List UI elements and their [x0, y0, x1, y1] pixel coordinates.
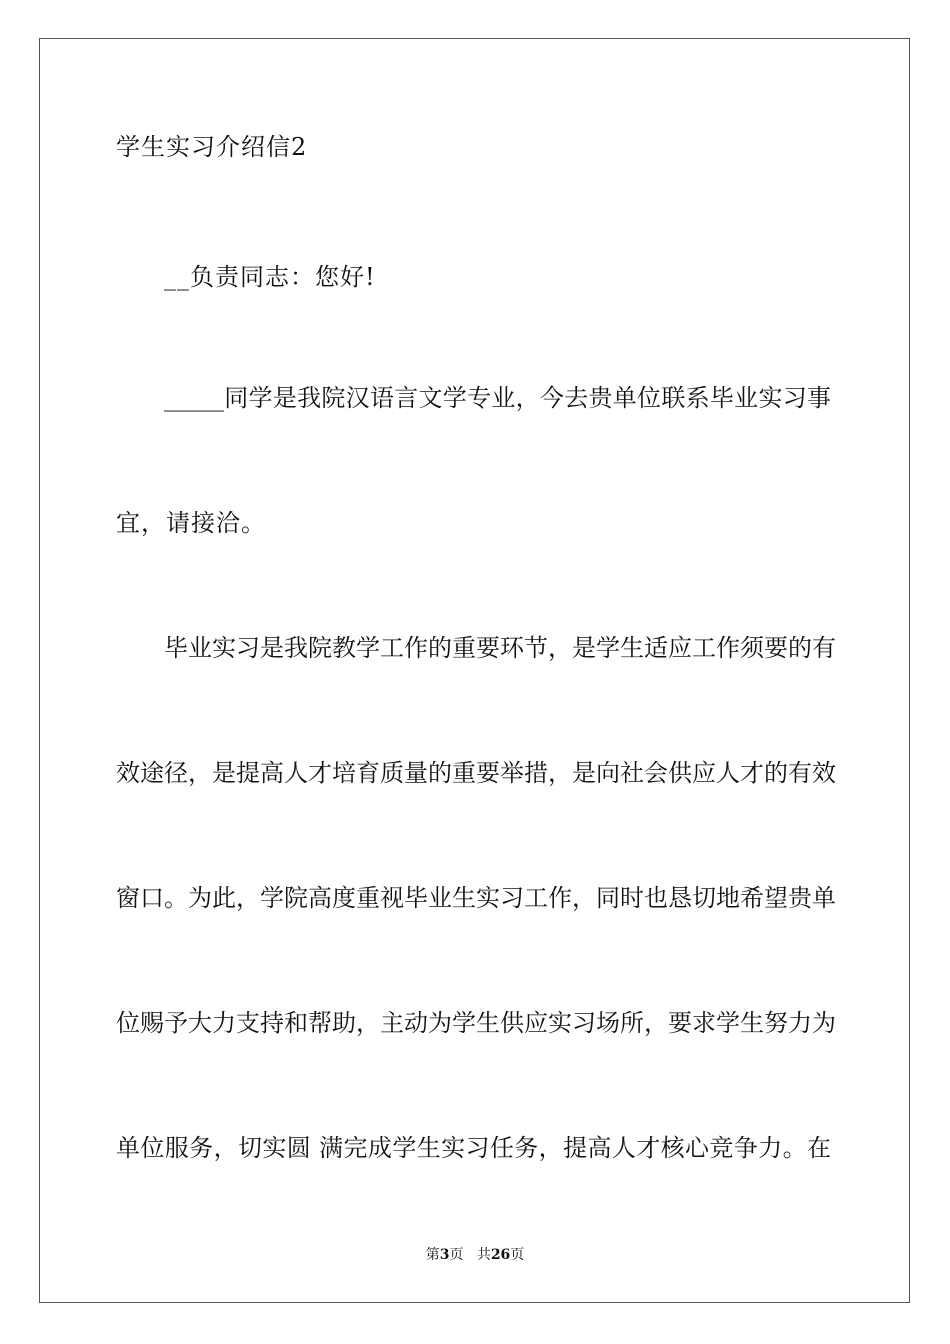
- paragraph2-line1: 毕业实习是我院教学工作的重要环节，是学生适应工作须要的有: [164, 634, 836, 662]
- total-pages-number: 26: [490, 1247, 511, 1263]
- current-page-number: 3: [439, 1247, 450, 1263]
- salutation: __负责同志：您好!: [164, 263, 376, 291]
- paragraph1-line1: _____同学是我院汉语言文学专业，今去贵单位联系毕业实习事: [164, 384, 831, 412]
- page-border: [39, 38, 910, 1303]
- total-prefix: 共: [476, 1247, 491, 1263]
- paragraph1-line2: 宜，请接洽。: [116, 509, 266, 537]
- page-prefix: 第: [425, 1247, 440, 1263]
- total-suffix: 页: [510, 1247, 525, 1263]
- paragraph2-line3: 窗口。为此，学院高度重视毕业生实习工作，同时也恳切地希望贵单: [116, 884, 836, 912]
- paragraph2-line5: 单位服务，切实圆 满完成学生实习任务，提高人才核心竞争力。在: [116, 1134, 831, 1162]
- paragraph2-line2: 效途径，是提高人才培育质量的重要举措，是向社会供应人才的有效: [116, 759, 836, 787]
- page-suffix: 页: [449, 1247, 464, 1263]
- document-title: 学生实习介绍信2: [116, 133, 308, 161]
- paragraph2-line4: 位赐予大力支持和帮助，主动为学生供应实习场所，要求学生努力为: [116, 1009, 836, 1037]
- page-footer: [0, 1246, 950, 1264]
